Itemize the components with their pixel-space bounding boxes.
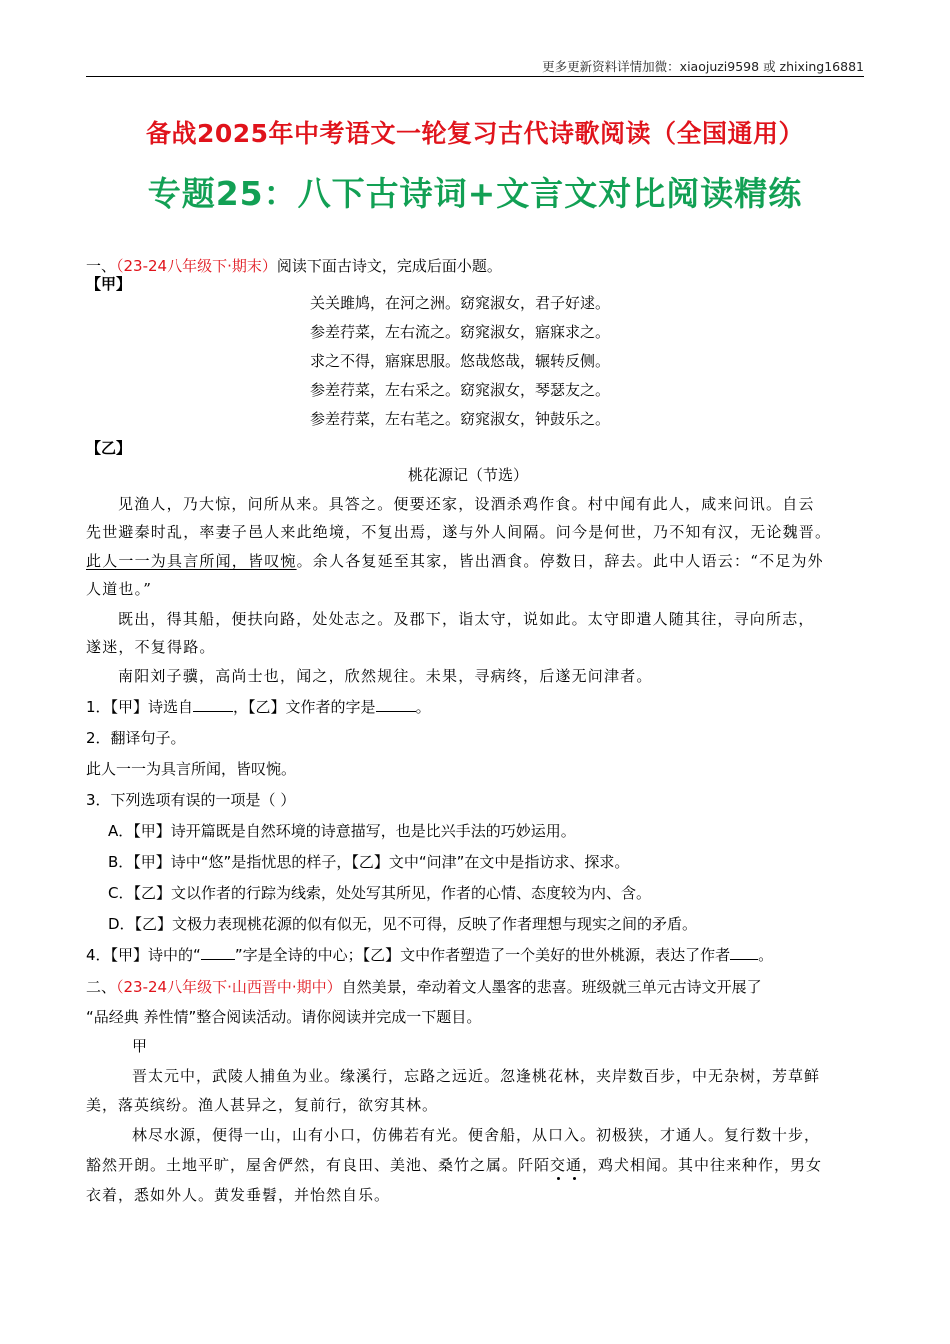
question-2: 2．翻译句子。 [86, 729, 186, 747]
section2-heading: 二、（23-24八年级下·山西晋中·期中）自然美景，牵动着文人墨客的悲喜。班级就三单元古诗文开展了 [86, 978, 762, 996]
section1-instruction: 阅读下面古诗文，完成后面小题。 [276, 257, 502, 275]
jia-label: 【甲】 [86, 275, 132, 293]
poem-line-5: 参差荇菜，左右芼之。窈窕淑女，钟鼓乐之。 [310, 410, 611, 428]
section2-source: （23-24八年级下·山西晋中·期中） [116, 978, 342, 996]
section2-jia-label: 甲 [132, 1037, 148, 1055]
answer-blank[interactable] [376, 697, 416, 712]
emphasis-char: 通 [566, 1156, 583, 1174]
poem-line-2: 参差荇菜，左右流之。窈窕淑女，寤寐求之。 [310, 323, 611, 341]
answer-blank[interactable] [730, 945, 758, 960]
prose-line: 此人一一为具言所闻，皆叹惋。余人各复延至其家，皆出酒食。停数日，辞去。此中人语云：“不足为外 [86, 552, 824, 570]
prose-title: 桃花源记（节选） [408, 466, 529, 484]
section1-source: （23-24八年级下·期末） [116, 257, 277, 275]
prose-line: 既出，得其船，便扶向路，处处志之。及郡下，诣太守，说如此。太守即遣人随其往，寻向所志， [118, 610, 815, 628]
prose-line: 见渔人，乃大惊，问所从来。具答之。便要还家，设酒杀鸡作食。村中闻有此人，咸来问讯。自云 [118, 495, 815, 513]
passage-line: 美，落英缤纷。渔人甚异之，复前行，欲穷其林。 [86, 1096, 439, 1114]
question-2-sentence: 此人一一为具言所闻，皆叹惋。 [86, 760, 297, 778]
option-a: A．【甲】诗开篇既是自然环境的诗意描写，也是比兴手法的巧妙运用。 [108, 822, 576, 840]
header-note: 更多更新资料详情加微：xiaojuzi9598 或 zhixing16881 [542, 59, 864, 74]
prose-line: 遂迷，不复得路。 [86, 638, 216, 656]
passage-line: 林尽水源，便得一山，山有小口，仿佛若有光。便舍船，从口入。初极狭，才通人。复行数十步， [132, 1126, 821, 1144]
prose-line: 人道也。” [86, 580, 153, 598]
section1-heading [86, 256, 502, 276]
option-b: B．【甲】诗中“悠”是指忧思的样子，【乙】文中“问津”在文中是指访求、探求。 [108, 853, 630, 871]
yi-label: 【乙】 [86, 439, 132, 457]
section2-intro: “品经典 养性情”整合阅读活动。请你阅读并完成一下题目。 [86, 1008, 482, 1026]
question-1: 1．【甲】诗选自 ，【乙】文作者的字是 。 [86, 698, 431, 716]
poem-line-1: 关关雎鸠，在河之洲。窈窕淑女，君子好逑。 [310, 294, 611, 312]
passage-line: 豁然开朗。土地平旷，屋舍俨然，有良田、美池、桑竹之属。阡陌交通，鸡犬相闻。其中往来种作，男女 [86, 1156, 823, 1174]
emphasis-char: 交 [550, 1156, 567, 1174]
section1-number: 一、 [86, 257, 117, 275]
prose-line: 南阳刘子骥，高尚士也，闻之，欣然规往。未果，寻病终，后遂无问津者。 [118, 667, 653, 685]
poem-line-3: 求之不得，寤寐思服。悠哉悠哉，辗转反侧。 [310, 352, 611, 370]
passage-line: 晋太元中，武陵人捕鱼为业。缘溪行，忘路之远近。忽逢桃花林，夹岸数百步，中无杂树，芳草鲜 [132, 1067, 821, 1085]
header-divider [86, 76, 864, 77]
prose-line: 先世避秦时乱，率妻子邑人来此绝境，不复出焉，遂与外人间隔。问今是何世，乃不知有汉，无论魏晋。 [86, 523, 832, 541]
passage-line: 衣着，悉如外人。黄发垂髫，并怡然自乐。 [86, 1186, 391, 1204]
main-title: 备战2025年中考语文一轮复习古代诗歌阅读（全国通用） [145, 119, 805, 148]
question-4: 4．【甲】诗中的“ ”字是全诗的中心；【乙】文中作者塑造了一个美好的世外桃源，表达了作者 。 [86, 946, 774, 964]
option-d: D．【乙】文极力表现桃花源的似有似无，见不可得，反映了作者理想与现实之间的矛盾。 [108, 915, 698, 933]
question-3: 3．下列选项有误的一项是（ ） [86, 791, 296, 809]
underlined-sentence: 此人一一为具言所闻，皆叹惋 [86, 552, 297, 570]
option-c: C．【乙】文以作者的行踪为线索，处处写其所见，作者的心情、态度较为内、含。 [108, 884, 651, 902]
answer-blank[interactable] [193, 697, 233, 712]
poem-line-4: 参差荇菜，左右采之。窈窕淑女，琴瑟友之。 [310, 381, 611, 399]
sub-title: 专题25：八下古诗词+文言文对比阅读精练 [147, 174, 803, 213]
answer-blank[interactable] [201, 945, 235, 960]
section2-number: 二、 [86, 978, 117, 996]
